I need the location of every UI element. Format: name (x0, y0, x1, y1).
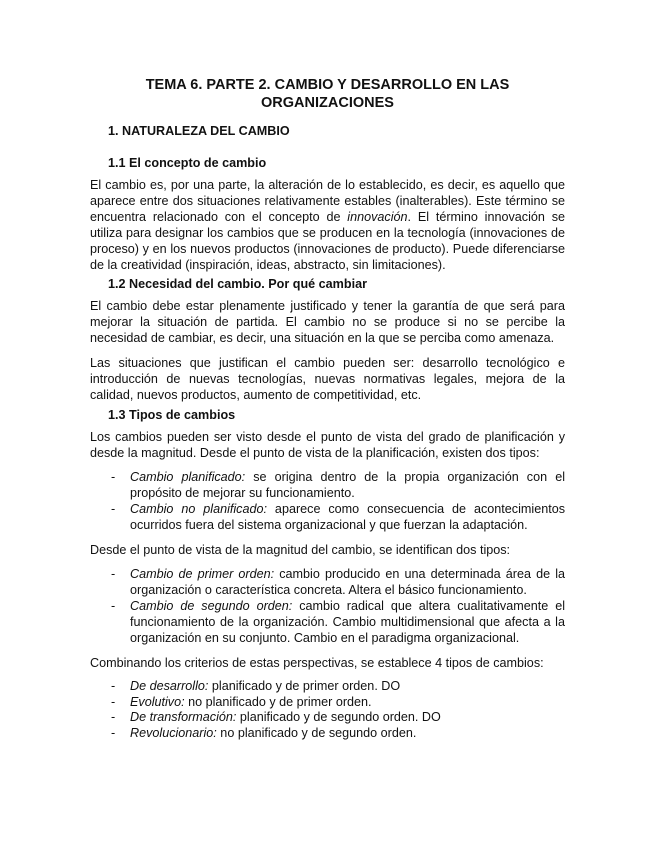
item-term: Cambio planificado: (130, 470, 246, 484)
item-text: aparece como consecuencia de acontecimientos ocurridos fuera del sistema organizacional y que fuerzan la adaptación. (130, 502, 566, 532)
item-term: De desarrollo: (130, 679, 209, 693)
paragraph-concepto (90, 177, 565, 273)
list-item (90, 469, 565, 501)
item-text: planificado y de segundo orden. DO (236, 710, 441, 724)
item-text: cambio producido en una determinada área de la organización o característica concreta. Altera el básico funcionamiento. (130, 567, 565, 597)
list-item (90, 566, 565, 598)
item-term: Evolutivo: (130, 694, 185, 709)
item-term: Revolucionario: (130, 725, 217, 740)
item-text: cambio radical que altera cualitativamente el funcionamiento de la organización. Cambio multidimensional que afecta a la organización en su conjunto. Cambio en el paradigma organizacional. (130, 599, 565, 645)
dash-bullet: - (111, 502, 116, 516)
item-term: Cambio no planificado: (130, 502, 267, 516)
list-item (90, 695, 565, 711)
dash-bullet: - (111, 470, 116, 484)
list-magnitude-types (90, 566, 565, 646)
item-text: planificado y de primer orden. DO (208, 679, 401, 693)
dash-bullet: - (111, 710, 116, 724)
subheading-necesidad: 1.2 Necesidad del cambio. Por qué cambiar (108, 277, 367, 291)
list-item (90, 679, 565, 695)
document-page (90, 76, 565, 741)
item-term: De transformación: (130, 710, 237, 724)
list-item (90, 710, 565, 726)
dash-bullet: - (111, 679, 116, 693)
dash-bullet: - (111, 599, 116, 613)
list-item (90, 598, 565, 646)
concepto-text-a: El cambio es, por una parte, la alteración de lo establecido, es decir, es aquello que aparece entre dos situaciones relativamente estables (inalterables). Este término se encuentra relacionado con el concepto de (90, 178, 565, 224)
title-line-2: ORGANIZACIONES (261, 95, 394, 111)
dash-bullet: - (111, 694, 116, 709)
subheading-concepto: 1.1 El concepto de cambio (108, 156, 267, 170)
paragraph-magnitude-intro: Desde el punto de vista de la magnitud del cambio, se identifican dos tipos: (90, 543, 511, 557)
subheading-tipos: 1.3 Tipos de cambios (108, 408, 236, 422)
paragraph-situaciones: Las situaciones que justifican el cambio pueden ser: desarrollo tecnológico e introducción de nuevas tecnologías, nuevas normativas legales, mejora de la calidad, nuevos productos, aumento de competitividad, etc. (90, 356, 565, 402)
page-title (90, 76, 565, 112)
dash-bullet: - (111, 567, 116, 581)
item-term: Cambio de segundo orden: (130, 599, 293, 613)
item-text: no planificado y de primer orden. (184, 694, 372, 709)
paragraph-necesidad: El cambio debe estar plenamente justificado y tener la garantía de que será para mejorar la situación de partida. El cambio no se produce si no se percibe la necesidad de cambiar, es decir, una situación en la que se perciba como amenaza. (90, 299, 565, 345)
list-planning-types (90, 469, 565, 533)
list-item (90, 501, 565, 533)
list-combined-types (90, 679, 565, 741)
item-term: Cambio de primer orden: (130, 567, 275, 581)
list-item (90, 726, 565, 742)
dash-bullet: - (111, 725, 116, 740)
paragraph-tipos-intro: Los cambios pueden ser visto desde el punto de vista del grado de planificación y desde la magnitud. Desde el punto de vista de la planificación, existen dos tipos: (90, 430, 565, 460)
concepto-text-b: . El término innovación se utiliza para designar los cambios que se producen en la tecnología (innovaciones de proceso) y en los nuevos productos (innovaciones de producto). Puede diferenciarse de la creatividad (inspiración, ideas, abstracto, sin limitaciones). (90, 210, 566, 272)
paragraph-combo-intro: Combinando los criterios de estas perspectivas, se establece 4 tipos de cambios: (90, 656, 544, 670)
title-line-1: TEMA 6. PARTE 2. CAMBIO Y DESARROLLO EN LAS (145, 77, 510, 93)
section-heading-naturaleza: 1. NATURALEZA DEL CAMBIO (108, 124, 290, 138)
item-text: se origina dentro de la propia organización con el propósito de mejorar su funcionamiento. (130, 470, 565, 500)
concepto-emphasis: innovación (347, 210, 408, 224)
item-text: no planificado y de segundo orden. (216, 725, 417, 740)
